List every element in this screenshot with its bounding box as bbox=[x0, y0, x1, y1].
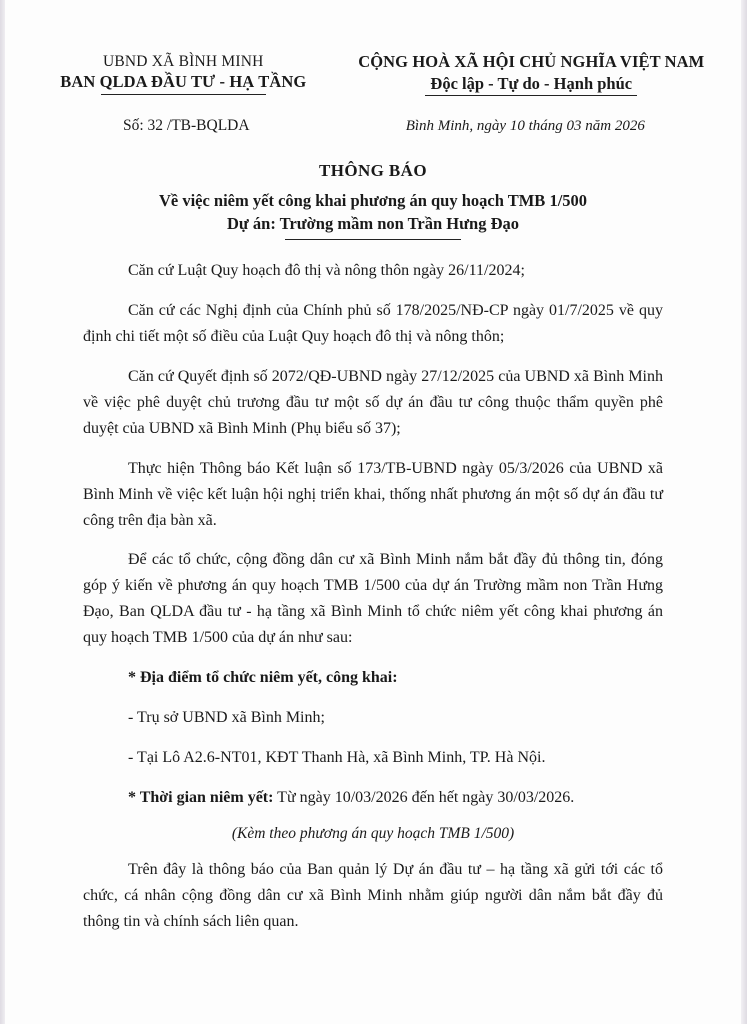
document-subject-line1: Về việc niêm yết công khai phương án quy hoạch TMB 1/500 bbox=[158, 191, 588, 211]
posting-period-line bbox=[83, 785, 663, 811]
closing-paragraph: Trên đây là thông báo của Ban quản lý Dự án đầu tư – hạ tầng xã gửi tới các tổ chức, cá nhân cộng đồng dân cư xã Bình Minh nhằm giúp người dân nắm bắt đầy đủ thông tin và chính sách liên quan. bbox=[83, 860, 663, 930]
document-number: Số: 32 /TB-BQLDA bbox=[122, 117, 250, 135]
document-subject-line2: Dự án: Trường mầm non Trần Hưng Đạo bbox=[226, 213, 520, 233]
location-item-headquarters: - Trụ sở UBND xã Bình Minh; bbox=[128, 708, 325, 726]
national-motto: Độc lập - Tự do - Hạnh phúc bbox=[430, 73, 633, 93]
document-header bbox=[5, 0, 741, 135]
issuing-authority-name: BAN QLDA ĐẦU TƯ - HẠ TẦNG bbox=[60, 72, 307, 92]
header-national-heading bbox=[344, 52, 741, 135]
legal-basis-paragraph-1: Căn cứ Luật Quy hoạch đô thị và nông thôn ngày 26/11/2024; bbox=[128, 262, 525, 280]
purpose-paragraph: Để các tổ chức, cộng đồng dân cư xã Bình Minh nắm bắt đầy đủ thông tin, đóng góp ý kiến về phương án quy hoạch TMB 1/500 của dự án Trường mầm non Trần Hưng Đạo, Ban QLDA đầu tư - hạ tầng xã Bình Minh tổ chức niêm yết công khai phương án quy hoạch TMB 1/500 của dự án như sau: bbox=[83, 551, 663, 647]
posting-period-value: Từ ngày 10/03/2026 đến hết ngày 30/03/2026. bbox=[273, 788, 575, 806]
place-and-date: Bình Minh, ngày 10 tháng 03 năm 2026 bbox=[405, 118, 645, 135]
location-section-heading: * Địa điểm tổ chức niêm yết, công khai: bbox=[128, 669, 398, 687]
document-type-title: THÔNG BÁO bbox=[319, 161, 427, 181]
posting-period-label: * Thời gian niêm yết: bbox=[128, 788, 274, 806]
implementation-paragraph: Thực hiện Thông báo Kết luận số 173/TB-UBND ngày 05/3/2026 của UBND xã Bình Minh về việc kết luận hội nghị triển khai, thống nhất phương án một số dự án đầu tư công trên địa bàn xã. bbox=[83, 459, 663, 529]
issuing-authority-parent: UBND XÃ BÌNH MINH bbox=[102, 53, 264, 70]
document-body bbox=[83, 240, 663, 934]
legal-basis-paragraph-2: Căn cứ các Nghị định của Chính phủ số 178/2025/NĐ-CP ngày 01/7/2025 về quy định chi tiết một số điều của Luật Quy hoạch đô thị và nông thôn; bbox=[83, 302, 663, 346]
national-motto-underline bbox=[425, 95, 637, 96]
document-title-block bbox=[5, 161, 741, 240]
page-edge-right bbox=[741, 0, 747, 1024]
header-issuing-authority bbox=[5, 52, 344, 135]
national-title: CỘNG HOÀ XÃ HỘI CHỦ NGHĨA VIỆT NAM bbox=[358, 52, 705, 71]
authority-underline bbox=[101, 94, 266, 95]
attachment-note: (Kèm theo phương án quy hoạch TMB 1/500) bbox=[231, 824, 515, 842]
legal-basis-paragraph-3: Căn cứ Quyết định số 2072/QĐ-UBND ngày 27/12/2025 của UBND xã Bình Minh về việc phê duyệt chủ trương đầu tư một số dự án đầu tư công thuộc thẩm quyền phê duyệt của UBND xã Bình Minh (Phụ biểu số 37); bbox=[83, 368, 663, 437]
document-page bbox=[5, 0, 741, 1024]
location-item-site: - Tại Lô A2.6-NT01, KĐT Thanh Hà, xã Bình Minh, TP. Hà Nội. bbox=[128, 748, 546, 766]
